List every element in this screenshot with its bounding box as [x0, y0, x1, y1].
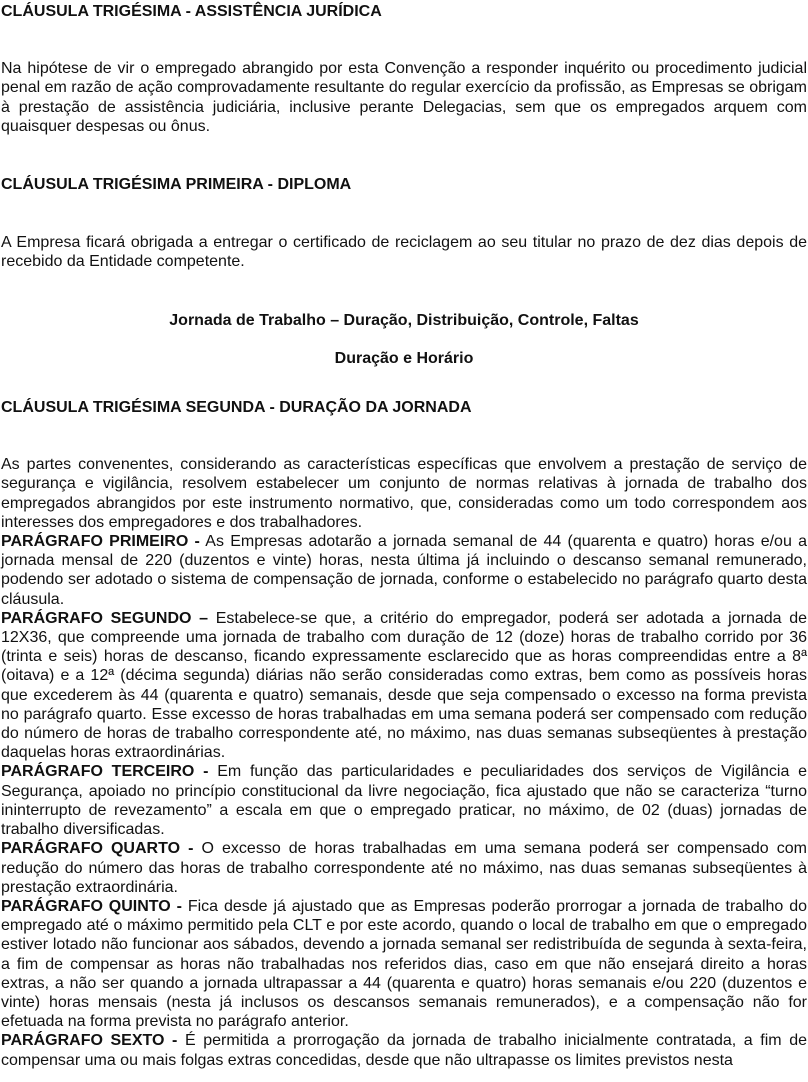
paragrafo-quinto	[1, 897, 807, 1031]
paragrafo-quarto	[1, 839, 807, 897]
paragrafo-text: Estabelece-se que, a critério do empregador, poderá ser adotada a jornada de 12X36, que compreende uma jornada de trabalho com duração de 12 (doze) horas de trabalho corrido por 36 (trinta e seis) horas de descanso, ficando expressamente esclarecido que as horas compreendidas entre a 8ª (oitava) e a 12ª (décima segunda) diárias não serão consideradas como extras, bem como as possíveis horas que excederem às 44 (quarenta e quatro) semanais, desde que seja compensado o excesso na forma prevista no parágrafo quarto. Esse excesso de horas trabalhadas em uma semana poderá ser compensado com redução do número de horas de trabalho correspondente até, no máximo, nas duas semanas subseqüentes à prestação daquelas horas extraordinárias.	[1, 609, 807, 762]
clausula-31-text: A Empresa ficará obrigada a entregar o certificado de reciclagem ao seu titular no prazo de dez dias depois de recebido da Entidade competente.	[1, 234, 807, 271]
paragrafo-sexto	[1, 1031, 807, 1069]
paragrafo-text: É permitida a prorrogação da jornada de trabalho inicialmente contratada, a fim de compensar uma ou mais folgas extras concedidas, desde que não ultrapasse os limites previstos nesta	[1, 1032, 807, 1069]
paragrafo-segundo	[1, 609, 807, 763]
paragrafo-text: Fica desde já ajustado que as Empresas poderão prorrogar a jornada de trabalho do empregado até o máximo permitido pela CLT e por este acordo, quando o local de trabalho em que o empregado estiver lotado não funcionar aos sábados, devendo a jornada semanal ser redistribuída de segunda à sexta-feira, a fim de compensar as horas não trabalhadas nos referidos dias, caso em que não ensejará direito a horas extras, a não ser quando a jornada ultrapassar a 44 (quarenta e quatro) horas semanais e/ou 220 (duzentos e vinte) horas mensais (nesta já inclusos os descansos semanais remunerados), e a compensação não for efetuada na forma prevista no parágrafo anterior.	[1, 897, 808, 1031]
paragrafo-terceiro	[1, 762, 807, 839]
clausula-32-intro: As partes convenentes, considerando as características específicas que envolvem a prestação de serviço de segurança e vigilância, resolvem estabelecer um conjunto de normas relativas à jornada de trabalho dos empregados abrangidos por este instrumento normativo, que, consideradas como um todo correspondem aos interesses dos empregadores e dos trabalhadores.	[1, 456, 807, 531]
section-title: Jornada de Trabalho – Duração, Distribuição, Controle, Faltas	[169, 311, 639, 329]
paragrafo-text: O excesso de horas trabalhadas em uma semana poderá ser compensado com redução do número das horas de trabalho correspondente até no máximo, nas duas semanas subseqüentes à prestação extraordinária.	[1, 840, 807, 896]
paragrafo-text: Em função das particularidades e peculiaridades dos serviços de Vigilância e Segurança, apoiado no princípio constitucional da livre negociação, fica ajustado que não se caracteriza “turno ininterrupto de revezamento” a escala em que o empregado praticar, no máximo, de 02 (duas) jornadas de trabalho diversificadas.	[1, 763, 807, 839]
clausula-30-text: Na hipótese de vir o empregado abrangido por esta Convenção a responder inquérito ou procedimento judicial penal em razão de ação comprovadamente resultante do regular exercício da profissão, as Empresas se obrigam à prestação de assistência judiciária, inclusive perante Delegacias, sem que os empregados arquem com quaisquer despesas ou ônus.	[1, 60, 807, 135]
paragrafo-primeiro	[1, 532, 807, 609]
section-subtitle: Duração e Horário	[334, 349, 474, 367]
paragrafo-text: As Empresas adotarão a jornada semanal de 44 (quarenta e quatro) horas e/ou a jornada mensal de 220 (duzentos e vinte) horas, nesta última já incluindo o descanso semanal remunerado, podendo ser adotado o sistema de compensação de jornada, conforme o estabelecido no parágrafo quarto desta cláusula.	[1, 533, 807, 608]
clausula-31-title: CLÁUSULA TRIGÉSIMA PRIMEIRA - DIPLOMA	[1, 176, 352, 194]
paragrafo-label: PARÁGRAFO TERCEIRO -	[1, 763, 209, 781]
paragrafo-label: PARÁGRAFO QUARTO -	[1, 840, 194, 858]
paragrafo-label: PARÁGRAFO SEGUNDO –	[1, 609, 209, 627]
paragrafo-label: PARÁGRAFO SEXTO -	[1, 1032, 178, 1050]
document-page	[0, 2, 808, 1082]
clausula-32-title: CLÁUSULA TRIGÉSIMA SEGUNDA - DURAÇÃO DA JORNADA	[1, 399, 472, 417]
paragrafo-label: PARÁGRAFO QUINTO -	[1, 897, 182, 915]
clausula-30-title: CLÁUSULA TRIGÉSIMA - ASSISTÊNCIA JURÍDICA	[1, 3, 382, 20]
paragrafo-label: PARÁGRAFO PRIMEIRO -	[1, 533, 200, 551]
